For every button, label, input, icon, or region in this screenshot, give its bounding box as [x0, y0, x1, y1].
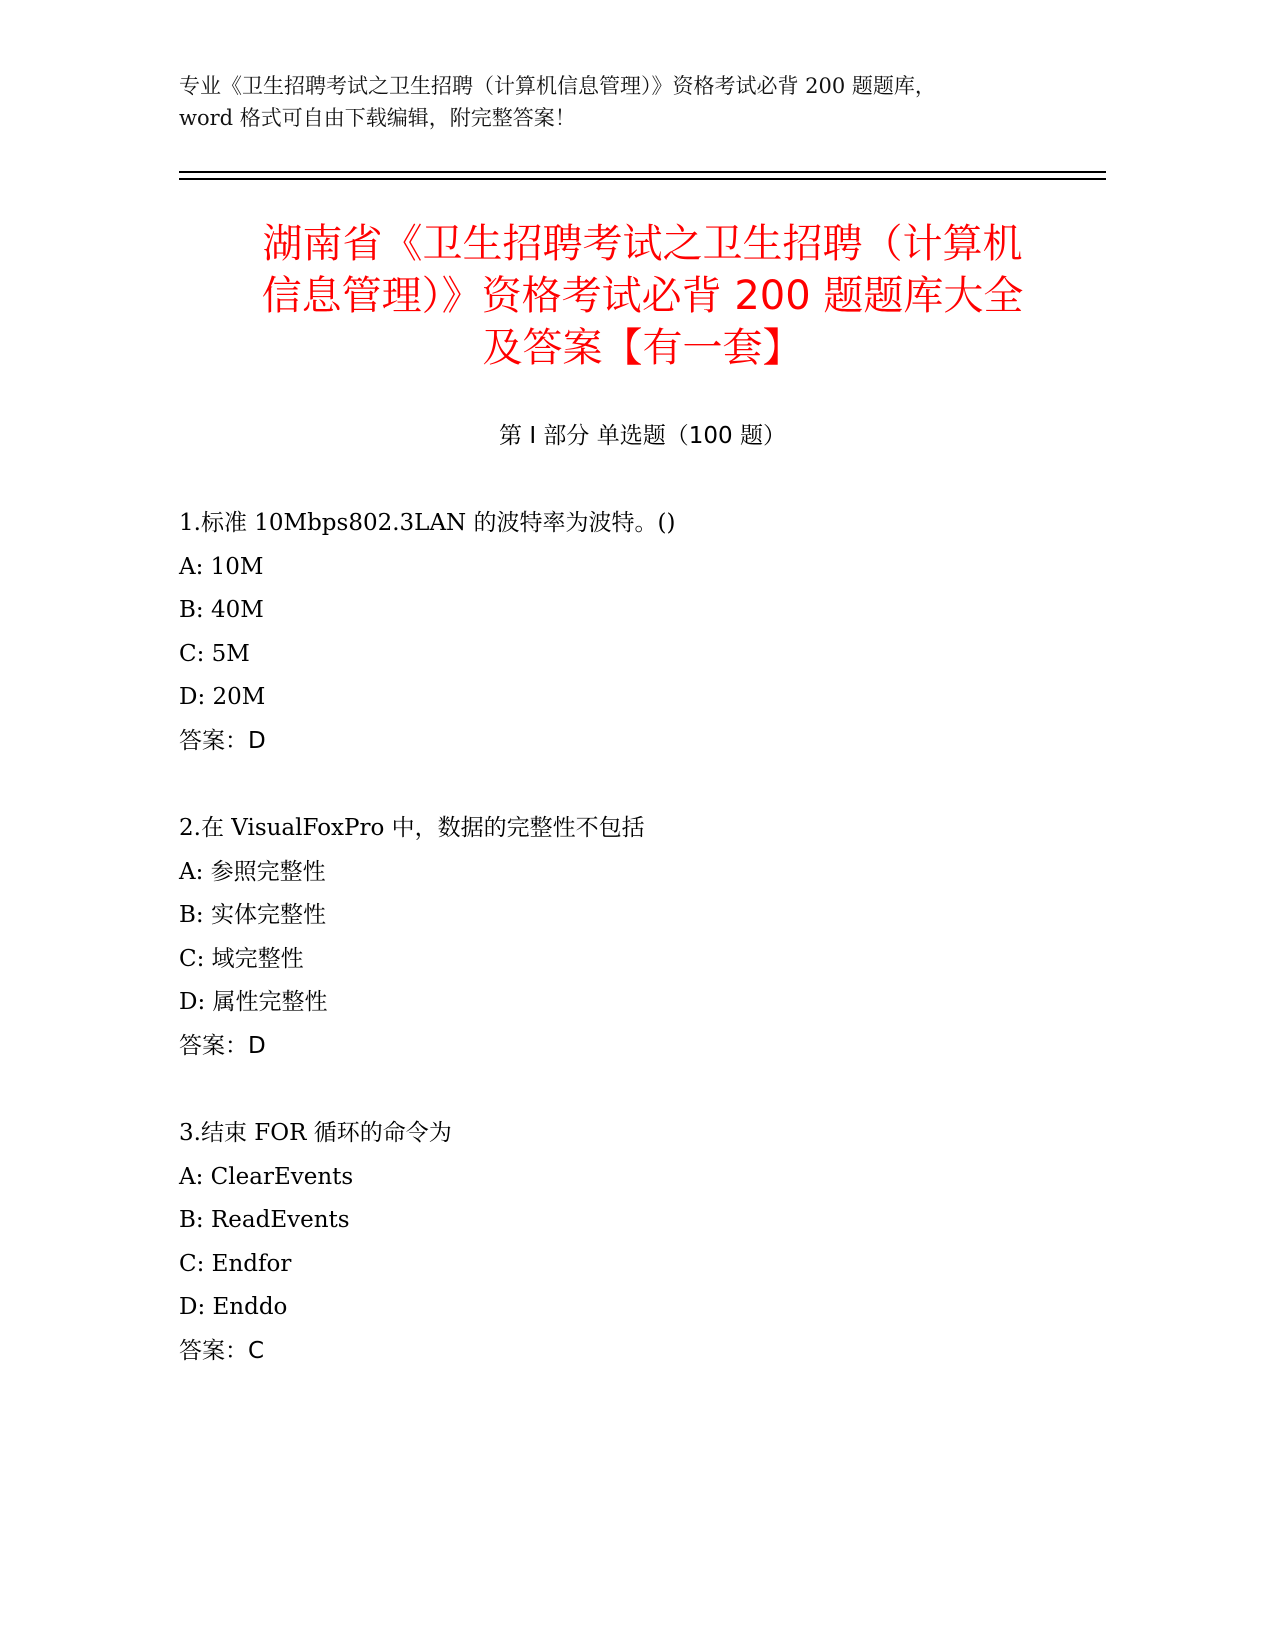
header-divider-bottom: [179, 178, 1106, 180]
header-divider-top: [179, 171, 1106, 173]
question-stem: 3.结束 FOR 循环的命令为: [179, 1120, 452, 1146]
section-heading: 第 I 部分 单选题（100 题）: [499, 423, 786, 449]
option-b: B: 40M: [179, 597, 264, 623]
answer-line: 答案：D: [179, 1032, 266, 1059]
option-a: A: 10M: [179, 553, 264, 580]
option-d: D: Enddo: [179, 1294, 288, 1320]
option-a: A: ClearEvents: [179, 1163, 354, 1190]
document-title: [179, 218, 1106, 374]
title-line-2: 信息管理）》资格考试必背 200 题题库大全: [261, 273, 1024, 319]
option-d: D: 属性完整性: [179, 989, 328, 1015]
answer-line: 答案：D: [179, 727, 266, 754]
question-1: [179, 502, 1079, 763]
question-stem: 1.标准 10Mbps802.3LAN 的波特率为波特。(): [179, 510, 676, 536]
option-c: C: 域完整性: [179, 945, 304, 972]
option-d: D: 20M: [179, 684, 266, 710]
document-header-note: [179, 70, 1079, 134]
answer-line: 答案：C: [179, 1337, 265, 1364]
header-note-line-2: word 格式可自由下载编辑，附完整答案！: [179, 106, 576, 130]
option-b: B: ReadEvents: [179, 1207, 350, 1233]
question-stem: 2.在 VisualFoxPro 中，数据的完整性不包括: [179, 815, 645, 841]
option-c: C: Endfor: [179, 1250, 292, 1277]
title-line-1: 湖南省《卫生招聘考试之卫生招聘（计算机: [262, 221, 1023, 267]
title-line-3: 及答案【有一套】: [482, 325, 803, 371]
option-a: A: 参照完整性: [179, 858, 326, 885]
option-c: C: 5M: [179, 640, 250, 667]
option-b: B: 实体完整性: [179, 902, 326, 928]
question-3: [179, 1112, 1079, 1373]
header-note-line-1: 专业《卫生招聘考试之卫生招聘（计算机信息管理）》资格考试必背 200 题题库，: [179, 74, 936, 98]
question-2: [179, 807, 1079, 1068]
